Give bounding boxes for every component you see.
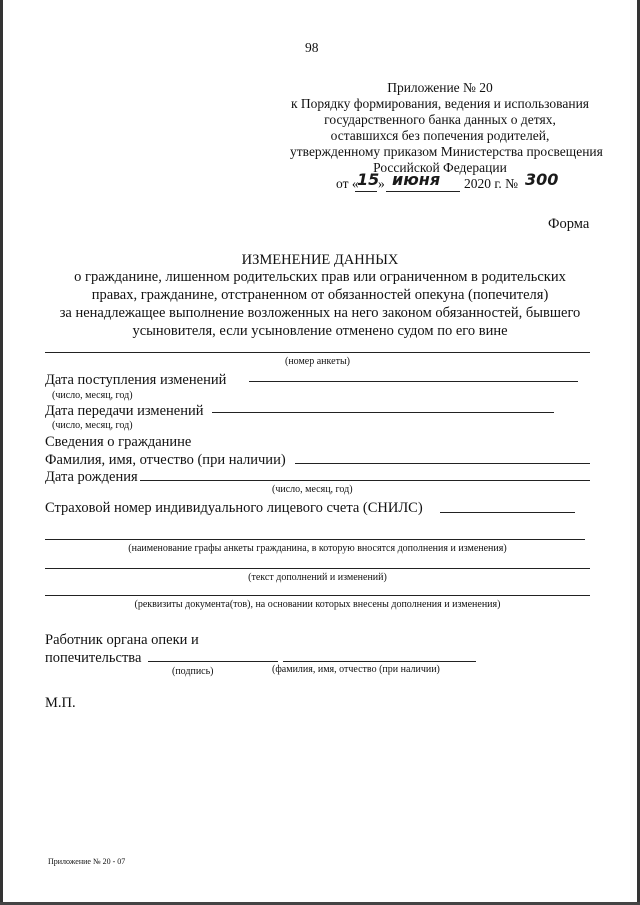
date-transferred-field[interactable]: [212, 412, 554, 413]
document-title: ИЗМЕНЕНИЕ ДАННЫХ: [241, 252, 399, 268]
appendix-date-day: 15: [357, 170, 380, 189]
appendix-line: государственного банка данных о детях,: [324, 112, 556, 127]
appendix-line: к Порядку формирования, ведения и использования: [290, 96, 590, 111]
appendix-date-prefix: от «: [336, 176, 359, 191]
date-transferred-label: Дата передачи изменений: [45, 403, 204, 419]
date-transferred-caption: (число, месяц, год): [52, 420, 133, 431]
appendix-line: оставшихся без попечения родителей,: [330, 128, 550, 143]
appendix-line: Российской Федерации: [373, 160, 507, 175]
date-received-field[interactable]: [249, 381, 578, 382]
appendix-date-month: июня: [392, 170, 441, 189]
page-footer: Приложение № 20 - 07: [48, 857, 126, 866]
stamp-place-label: М.П.: [45, 695, 76, 711]
document-subtitle-line: за ненадлежащее выполнение возложенных на него законом обязанностей, бывшего: [59, 305, 581, 321]
snils-label: Страховой номер индивидуального лицевого счета (СНИЛС): [45, 500, 423, 516]
form-label: Форма: [548, 216, 590, 232]
snils-field[interactable]: [440, 512, 575, 513]
section-name-field[interactable]: [45, 539, 585, 540]
appendix-line: утвержденному приказом Министерства просвещения: [290, 144, 603, 159]
document-subtitle-line: усыновителя, если усыновление отменено судом по его вине: [132, 323, 508, 339]
full-name-label: Фамилия, имя, отчество (при наличии): [45, 452, 286, 468]
appendix-line: Приложение № 20: [387, 80, 493, 95]
signature-caption: (подпись): [172, 666, 214, 677]
birth-date-caption: (число, месяц, год): [272, 484, 353, 495]
appendix-date-year: 2020 г. №: [464, 176, 519, 191]
changes-text-field[interactable]: [45, 568, 590, 569]
birth-date-field[interactable]: [140, 480, 590, 481]
worker-label-line1: Работник органа опеки и: [45, 632, 199, 648]
date-received-label: Дата поступления изменений: [45, 372, 227, 388]
anketa-number-caption: (номер анкеты): [284, 356, 350, 367]
document-subtitle-line: правах, гражданине, отстраненном от обязанностей опекуна (попечителя): [91, 287, 549, 303]
worker-label-line2: попечительства: [45, 650, 142, 666]
scan-border-left: [0, 0, 3, 905]
anketa-number-field[interactable]: [45, 352, 590, 353]
document-requisites-caption: (реквизиты документа(тов), на основании которых внесены дополнения и изменения): [134, 599, 501, 610]
changes-text-caption: (текст дополнений и изменений): [248, 572, 387, 583]
birth-date-label: Дата рождения: [45, 469, 138, 485]
worker-fio-field[interactable]: [283, 661, 476, 662]
date-month-underline: [386, 191, 460, 192]
document-subtitle-line: о гражданине, лишенном родительских прав или ограниченном в родительских: [74, 269, 566, 285]
appendix-date-mid: »: [378, 176, 385, 191]
signature-field[interactable]: [148, 661, 278, 662]
worker-fio-caption: (фамилия, имя, отчество (при наличии): [272, 664, 440, 675]
appendix-date-number: 300: [525, 170, 559, 189]
date-received-caption: (число, месяц, год): [52, 390, 133, 401]
document-requisites-field[interactable]: [45, 595, 590, 596]
date-day-underline: [355, 191, 377, 192]
citizen-info-heading: Сведения о гражданине: [45, 434, 192, 450]
full-name-field[interactable]: [295, 463, 590, 464]
page-number: 98: [305, 40, 319, 55]
section-name-caption: (наименование графы анкеты гражданина, в которую вносятся дополнения и изменения): [128, 543, 507, 554]
